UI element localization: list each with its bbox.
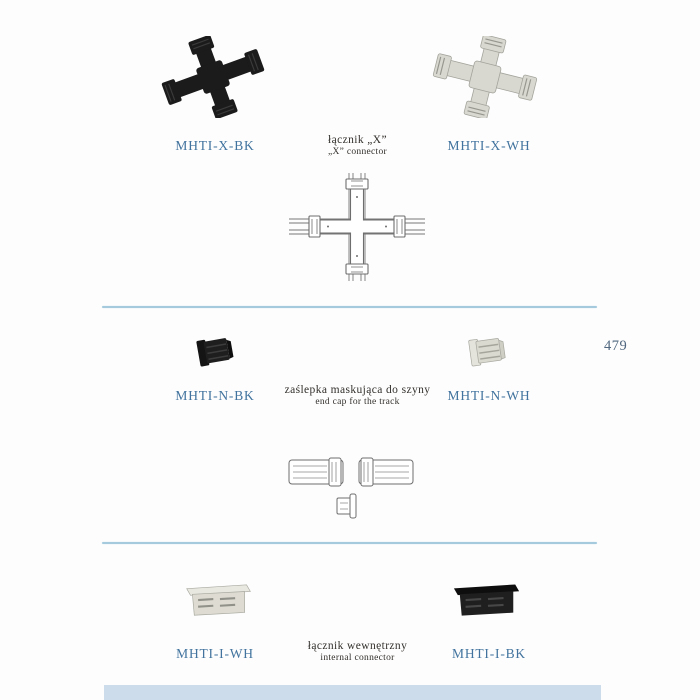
section-divider [102,306,597,308]
product-photo-x-connector-white [430,36,540,118]
section-divider [102,542,597,544]
description-polish: łącznik wewnętrzny [307,640,408,652]
footer-band [104,685,601,700]
description-english: end cap for the track [315,397,400,407]
end-cap-white-image [464,328,510,372]
x-connector-black-image [158,36,268,118]
description-english: internal connector [320,653,395,663]
product-description-end-cap [270,384,445,408]
product-photo-internal-connector-white [183,582,255,620]
end-cap-black-image [192,329,238,371]
product-photo-internal-connector-black [451,580,523,622]
product-code-mhti-i-wh: MHTI-I-WH [176,646,254,661]
product-description-x-connector [285,134,430,158]
product-code-mhti-n-bk: MHTI-N-BK [175,388,255,403]
internal-connector-black-image [451,580,523,622]
product-code-mhti-n-wh: MHTI-N-WH [447,388,531,403]
product-photo-end-cap-black [192,329,238,371]
internal-connector-white-image [183,582,255,620]
description-english: „X” connector [327,147,388,157]
product-photo-x-connector-black [158,36,268,118]
product-description-internal-connector [285,640,430,664]
description-polish: łącznik „X” [328,134,387,146]
end-cap-technical-diagram [287,450,415,520]
product-code-mhti-x-bk: MHTI-X-BK [175,138,255,153]
description-polish: zaślepka maskująca do szyny [284,384,431,396]
x-connector-technical-diagram [287,170,427,284]
product-photo-end-cap-white [464,328,510,372]
page-number: 479 [604,338,628,354]
x-connector-white-image [430,36,540,118]
product-code-mhti-i-bk: MHTI-I-BK [452,646,526,661]
product-code-mhti-x-wh: MHTI-X-WH [447,138,531,153]
